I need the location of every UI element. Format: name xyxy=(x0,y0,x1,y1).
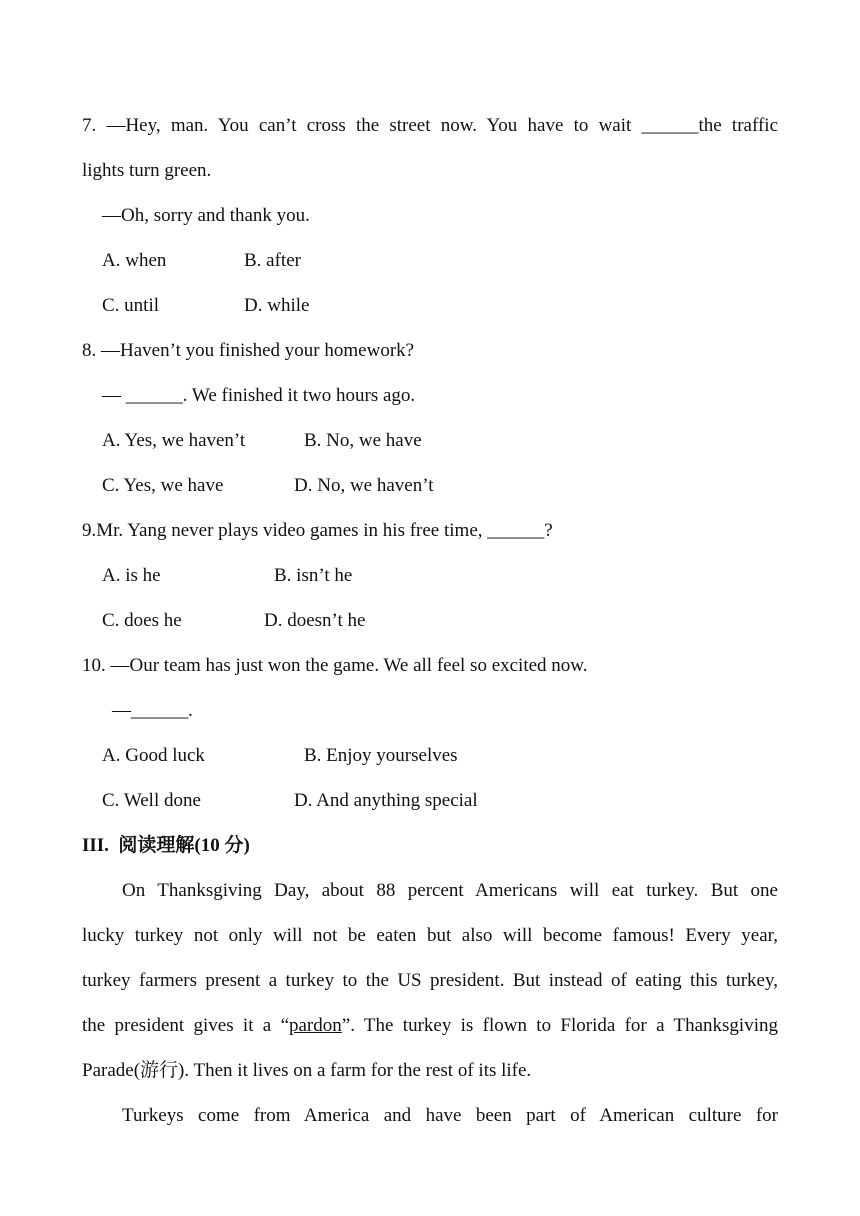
q8-reply: — ______. We finished it two hours ago. xyxy=(102,385,416,406)
q8-option-d: D. No, we haven’t xyxy=(294,475,434,496)
q8-stem: 8. —Haven’t you finished your homework? xyxy=(82,340,415,361)
q9-option-d: D. doesn’t he xyxy=(264,610,366,631)
q9-option-a: A. is he xyxy=(102,565,161,586)
q10-option-d: D. And anything special xyxy=(294,790,478,811)
section-heading: III. 阅读理解(10 分) xyxy=(82,835,250,856)
q7-option-c: C. until xyxy=(102,295,160,316)
q10-reply: —______. xyxy=(112,700,193,721)
q7-stem-line2: lights turn green. xyxy=(82,160,212,181)
q10-stem: 10. —Our team has just won the game. We all feel so excited now. xyxy=(82,655,588,676)
passage-p1-line4-post: ”. The turkey is flown to Florida for a Thanksgiving xyxy=(341,1015,778,1036)
passage-p2-line1: Turkeys come from America and have been part of American culture for xyxy=(122,1105,778,1126)
passage-p1-line4 xyxy=(82,1014,778,1038)
q9-option-b: B. isn’t he xyxy=(274,565,353,586)
q7-reply: —Oh, sorry and thank you. xyxy=(102,205,310,226)
q10-option-a: A. Good luck xyxy=(102,745,205,766)
passage-p1-line3: turkey farmers present a turkey to the US president. But instead of eating this turkey, xyxy=(82,970,778,991)
q8-option-a: A. Yes, we haven’t xyxy=(102,430,246,451)
q9-stem: 9.Mr. Yang never plays video games in his free time, ______? xyxy=(82,520,553,541)
q8-option-b: B. No, we have xyxy=(304,430,422,451)
underlined-word-pardon: pardon xyxy=(289,1015,342,1036)
q10-option-b: B. Enjoy yourselves xyxy=(304,745,458,766)
q10-option-c: C. Well done xyxy=(102,790,201,811)
q8-option-c: C. Yes, we have xyxy=(102,475,224,496)
q7-option-b: B. after xyxy=(244,250,301,271)
q7-option-d: D. while xyxy=(244,295,310,316)
passage-p1-line5: Parade(游行). Then it lives on a farm for the rest of its life. xyxy=(82,1060,532,1081)
q7-stem-line1: 7. —Hey, man. You can’t cross the street now. You have to wait ______the traffic xyxy=(82,115,778,136)
passage-p1-line2: lucky turkey not only will not be eaten but also will become famous! Every year, xyxy=(82,925,778,946)
q9-option-c: C. does he xyxy=(102,610,182,631)
passage-p1-line4-pre: the president gives it a “ xyxy=(82,1015,289,1036)
passage-p1-line1: On Thanksgiving Day, about 88 percent Americans will eat turkey. But one xyxy=(122,880,778,901)
q7-option-a: A. when xyxy=(102,250,167,271)
